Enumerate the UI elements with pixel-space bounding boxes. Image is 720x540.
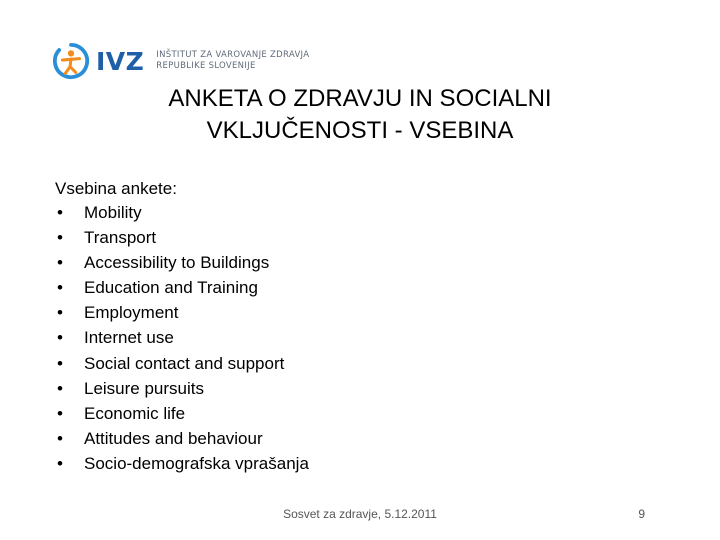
logo-line-1: INŠTITUT ZA VAROVANJE ZDRAVJA	[156, 50, 310, 60]
list-item-text: Accessibility to Buildings	[84, 253, 270, 273]
list-item-text: Internet use	[84, 328, 174, 348]
bullet: •	[57, 353, 63, 373]
list-item	[55, 250, 309, 275]
logo-line-2: REPUBLIKE SLOVENIJE	[156, 61, 256, 71]
list-item-text: Leisure pursuits	[84, 378, 205, 398]
footer-text: Sosvet za zdravje, 5.12.2011	[283, 507, 437, 521]
bullet: •	[57, 453, 63, 473]
list-item-text: Socio-demografska vprašanja	[84, 453, 309, 473]
content-intro: Vsebina ankete:	[55, 179, 177, 198]
list-item-text: Mobility	[84, 203, 142, 222]
topic-list	[55, 200, 309, 476]
list-item-text: Social contact and support	[84, 353, 285, 373]
page-number: 9	[638, 507, 645, 521]
person-in-circle-icon	[52, 42, 90, 80]
list-item	[55, 451, 309, 476]
bullet: •	[57, 278, 63, 298]
bullet: •	[57, 203, 63, 222]
list-item	[55, 325, 309, 350]
ivz-logo	[52, 40, 309, 82]
list-item-text: Attitudes and behaviour	[84, 428, 263, 448]
bullet: •	[57, 428, 63, 448]
logo-institution-name	[156, 50, 309, 72]
list-item	[55, 225, 309, 250]
slide-title-line-1: ANKETA O ZDRAVJU IN SOCIALNI	[168, 85, 552, 112]
list-item-text: Transport	[84, 228, 157, 248]
list-item	[55, 351, 309, 376]
list-item-text: Employment	[84, 303, 179, 323]
list-item	[55, 200, 309, 225]
list-item	[55, 401, 309, 426]
logo-abbreviation: IVZ	[96, 46, 145, 76]
list-item-text: Education and Training	[84, 278, 258, 298]
bullet: •	[57, 403, 63, 423]
bullet: •	[57, 228, 63, 248]
bullet: •	[57, 303, 63, 323]
slide-title-line-2: VKLJUČENOSTI - VSEBINA	[206, 117, 514, 144]
list-item	[55, 376, 309, 401]
slide-title	[90, 83, 630, 147]
list-item-text: Economic life	[84, 403, 186, 423]
bullet: •	[57, 328, 63, 348]
list-item	[55, 275, 309, 300]
list-item	[55, 426, 309, 451]
bullet: •	[57, 253, 63, 273]
bullet: •	[57, 378, 63, 398]
list-item	[55, 300, 309, 325]
